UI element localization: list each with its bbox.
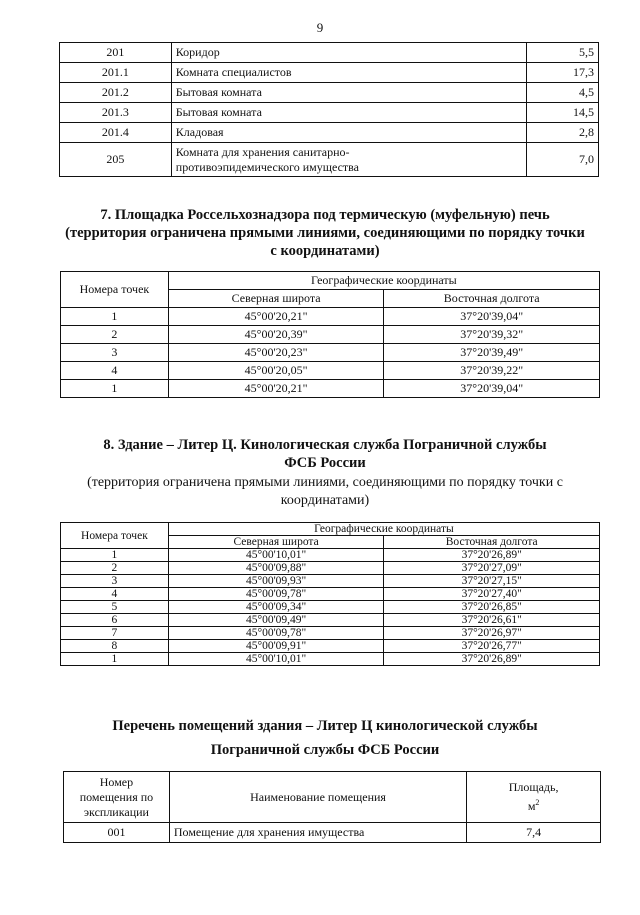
- table-row: 201.3 Бытовая комната 14,5: [60, 103, 599, 123]
- table-row: 201.2 Бытовая комната 4,5: [60, 83, 599, 103]
- table-row: 001 Помещение для хранения имущества 7,4: [64, 823, 601, 843]
- table-row: 2 45°00'20,39" 37°20'39,32": [61, 326, 600, 344]
- table-row: 4 45°00'20,05" 37°20'39,22": [61, 362, 600, 380]
- table-row: 201.4 Кладовая 2,8: [60, 123, 599, 143]
- table-row: 4 45°00'09,78" 37°20'27,40": [61, 588, 600, 601]
- page-number: 9: [316, 20, 324, 35]
- section-7-title: 7. Площадка Россельхознадзора под термическую (муфельную) печь (территория ограничена прямыми линиями, соединяющими по порядку точки с координатами): [65, 207, 585, 259]
- coordinates-table-8: Номера точек Географические координаты Северная широта Восточная долгота 1 45°00'10,01" 37°20'26,89" 2 45°00'09,88" 37°20'27,09" 3 45°00'09,93" 37°20'27,15" 4 45°00'09,78" 37°20'27,40" 5 45°00'09,34" 37°20'26,85" 6 45°00'09,49" 37°20'26,61" 7 45°00'09,78" 37°20'26,97" 8 45°00'09,91" 37°20'26,77" 1 45°00'10,01" 37°20'26,89": [60, 522, 600, 666]
- table-row: 1 45°00'20,21" 37°20'39,04": [61, 308, 600, 326]
- table-row: 205 Комната для хранения санитарно- противоэпидемического имущества 7,0: [60, 143, 599, 177]
- room-list-title: Перечень помещений здания – Литер Ц кинологической службы Пограничной службы ФСБ России: [112, 718, 538, 758]
- table-row: 201 Коридор 5,5: [60, 43, 599, 63]
- table-row: 3 45°00'20,23" 37°20'39,49": [61, 344, 600, 362]
- table-row: 2 45°00'09,88" 37°20'27,09": [61, 562, 600, 575]
- rooms-table-top: [59, 42, 599, 177]
- table-row: 7 45°00'09,78" 37°20'26,97": [61, 627, 600, 640]
- table-row: 1 45°00'10,01" 37°20'26,89": [61, 653, 600, 666]
- table-row: 1 45°00'20,21" 37°20'39,04": [61, 380, 600, 398]
- table-row: 6 45°00'09,49" 37°20'26,61": [61, 614, 600, 627]
- table-row: 1 45°00'10,01" 37°20'26,89": [61, 549, 600, 562]
- rooms-table-bottom: Номер помещения по экспликации Наименование помещения Площадь, $м^2$ 001 Помещение для хранения имущества 7,4: [63, 771, 601, 843]
- section-8-subtitle: (территория ограничена прямыми линиями, соединяющими по порядку точки с координатами): [87, 475, 563, 508]
- coordinates-table-7: Номера точек Географические координаты Северная широта Восточная долгота 1 45°00'20,21" 37°20'39,04" 2 45°00'20,39" 37°20'39,32" 3 45°00'20,23" 37°20'39,49" 4 45°00'20,05" 37°20'39,22" 1 45°00'20,21" 37°20'39,04": [60, 271, 600, 398]
- table-row: 3 45°00'09,93" 37°20'27,15": [61, 575, 600, 588]
- table-row: 201.1 Комната специалистов 17,3: [60, 63, 599, 83]
- table-row: 8 45°00'09,91" 37°20'26,77": [61, 640, 600, 653]
- table-row: 5 45°00'09,34" 37°20'26,85": [61, 601, 600, 614]
- section-8-title: 8. Здание – Литер Ц. Кинологическая служба Пограничной службы ФСБ России: [103, 437, 547, 471]
